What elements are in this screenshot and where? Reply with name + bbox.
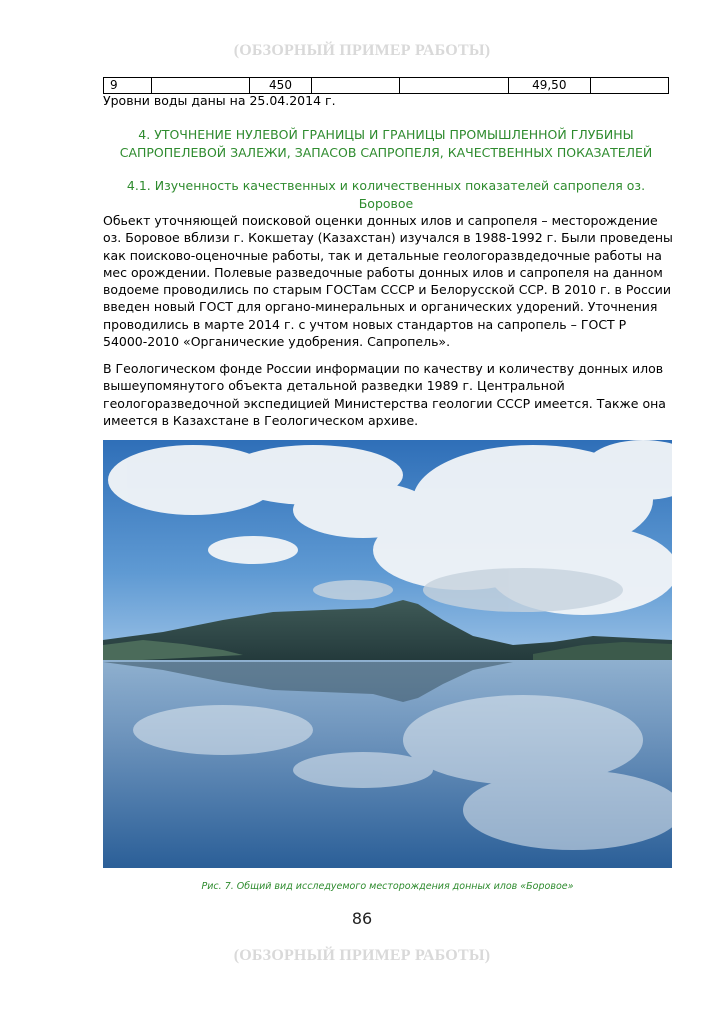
page-number: 86 [351,909,373,928]
table-cell: 49,50 [508,78,590,94]
table-cell: 450 [250,78,312,94]
section-heading-line2: САПРОПЕЛЕВОЙ ЗАЛЕЖИ, ЗАПАСОВ САПРОПЕЛЯ, КАЧЕСТВЕННЫХ ПОКАЗАТЕЛЕЙ [119,145,653,160]
section-heading [103,126,669,162]
table-row [104,78,669,94]
table-cell [400,78,509,94]
paragraph-2: В Геологическом фонде России информации по качеству и количеству донных илов вышеупомянутого объекта детальной разведки 1989 г. Центральной геологоразведочной экспедицией Министерства геологии СССР имеется. Также она имеется в Казахстане в Геологическом архиве. [103,361,666,428]
data-table-row [103,77,669,94]
table-cell [590,78,668,94]
table-cell [311,78,399,94]
subsection-heading: 4.1. Изученность качественных и количественных показателей сапропеля оз. Боровое [126,178,646,211]
table-cell: 9 [104,78,152,94]
watermark-top: (ОБЗОРНЫЙ ПРИМЕР РАБОТЫ) [233,42,491,59]
paragraph-1: Обьект уточняющей поисковой оценки донных илов и сапропеля – месторождение оз. Боровое вблизи г. Кокшетау (Казахстан) изучался в 1988-1992 г. Были проведены как поисково-оценочные работы, так и детальные геологоразвдедочные работы на мес орождении. Полевые разведочные работы донных илов и сапропеля на данном водоеме проводились по старым ГОСТам СССР и Белорусской ССР. В 2010 г. в России введен новый ГОСТ для органо-минеральных и органических удорений. Уточнения проводились в марте 2014 г. с учтом новых стандартов на сапропель – ГОСТ Р 54000-2010 «Органические удобрения. Сапропель». [103,213,673,350]
section-heading-line1: 4. УТОЧНЕНИЕ НУЛЕВОЙ ГРАНИЦЫ И ГРАНИЦЫ ПРОМЫШЛЕННОЙ ГЛУБИНЫ [138,127,634,142]
lake-borovoe-photo [103,440,672,868]
figure-caption: Рис. 7. Общий вид исследуемого месторождения донных илов «Боровое» [201,881,574,892]
watermark-bottom: (ОБЗОРНЫЙ ПРИМЕР РАБОТЫ) [233,947,491,964]
water-level-note: Уровни воды даны на 25.04.2014 г. [103,93,336,108]
table-cell [151,78,249,94]
